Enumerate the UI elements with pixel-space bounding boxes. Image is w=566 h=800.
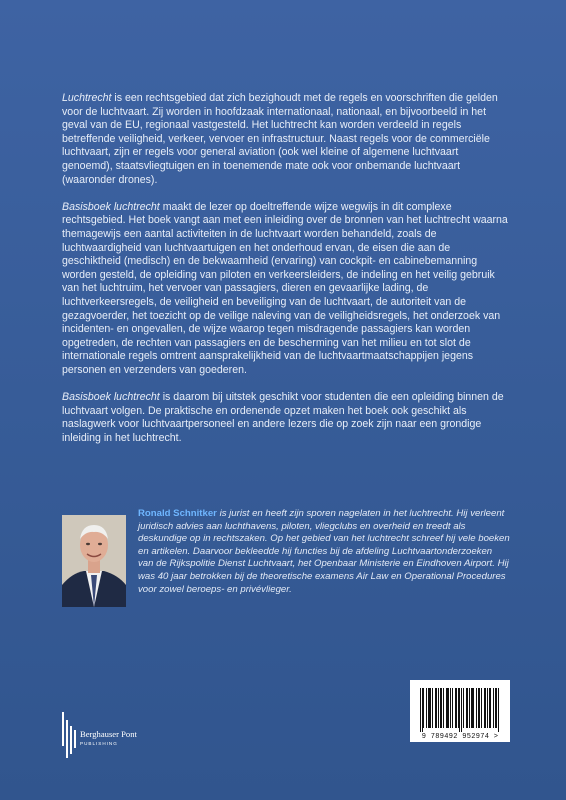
barcode-bar (473, 688, 474, 728)
barcode-bar (450, 688, 451, 728)
barcode-bar (476, 688, 477, 728)
blurb-paragraph-3 (62, 391, 510, 445)
barcode-bar (467, 688, 468, 728)
publisher-logo (60, 708, 180, 763)
blurb-paragraph-1 (62, 92, 510, 187)
author-bio-text: is jurist en heeft zijn sporen nagelaten in het luchtrecht. Hij verleent juridisch advies aan luchthavens, piloten, vliegclubs en overheid en treedt als deskundige op in rechtszaken. Op het gebied van het luchtrecht schreef hij vele boeken en artikelen. Daarvoor bekleedde hij functies bij de afdeling Luchtvaartonderzoeken van de Rijkspolitie Dienst Luchtvaart, het Openbaar Ministerie en Eindhoven Airport. Hij was 40 jaar betrokken bij de theoretische examens Air Law en Operational Procedures voor zowel beroeps- en privévlieger. (138, 508, 510, 595)
barcode-bar (493, 688, 494, 728)
barcode-bar (443, 688, 444, 728)
author-section (62, 508, 510, 618)
barcode-bar (456, 688, 457, 728)
barcode-bar (429, 688, 430, 728)
barcode-bar (438, 688, 439, 728)
barcode-bar (423, 688, 424, 728)
barcode-bar (487, 688, 488, 728)
book-subject-term: Luchtrecht (62, 92, 112, 104)
isbn-number: 9 789492 952974 > (421, 733, 499, 741)
barcode-bar (469, 688, 470, 728)
barcode-bar (458, 688, 459, 728)
barcode-bar (498, 688, 499, 732)
barcode-bar (478, 688, 479, 728)
barcode-bar (426, 688, 427, 728)
blurb-paragraph-2 (62, 201, 510, 378)
barcode-bar (485, 688, 486, 728)
barcode-bar (481, 688, 482, 728)
barcode-bar (446, 688, 447, 728)
barcode-bar (459, 688, 460, 732)
author-name: Ronald Schnitker (138, 508, 217, 519)
barcode-bar (435, 688, 436, 728)
barcode-bar (428, 688, 429, 728)
publisher-mark-icon (60, 712, 78, 758)
barcode-bar (452, 688, 453, 728)
barcode-bar (496, 688, 497, 728)
isbn-barcode (410, 680, 510, 742)
barcode-bar (479, 688, 480, 728)
barcode-bar (495, 688, 496, 728)
barcode-bar (420, 688, 421, 732)
barcode-bar (472, 688, 473, 728)
barcode-bar (489, 688, 490, 728)
barcode-bar (490, 688, 491, 728)
barcode-bar (432, 688, 433, 728)
book-title-mention: Basisboek luchtrecht (62, 391, 160, 404)
barcode-bar (447, 688, 448, 728)
barcode-bar (484, 688, 485, 728)
author-photo (62, 515, 126, 607)
barcode-bar (430, 688, 431, 728)
blurb-paragraph-1-text: is een rechtsgebied dat zich bezighoudt met de regels en voorschriften die gelden voor de luchtvaart. Zij worden in hoofdzaak internationaal, nationaal, en bijvoorbeeld in het geval van de EU, regionaal vastgesteld. Het luchtrecht kan worden verdeeld in regels betreffende veiligheid, verkeer, vervoer en infrastructuur. Naast regels voor de commerciële luchtvaart, zijn er regels voor general aviation (ook wel kleine of algemene luchtvaart genoemd), staatsvliegtuigen en in toenemende mate ook voor onbemande luchtvaart (waaronder drones). (62, 92, 498, 186)
publisher-subtitle: PUBLISHING (80, 741, 118, 746)
author-bio (138, 508, 510, 596)
barcode-bars-icon (420, 688, 500, 732)
publisher-name: Berghauser Pont (80, 729, 137, 739)
barcode-bar (422, 688, 423, 732)
blurb-paragraph-3-text: is daarom bij uitstek geschikt voor studenten die een opleiding binnen de luchtvaart volgen. De praktische en ordenende opzet maken het boek ook geschikt als naslagwerk voor luchtvaartpersoneel en andere lezers die op zoek zijn naar een grondige inleiding in het luchtrecht. (62, 391, 504, 444)
author-portrait-image (62, 515, 126, 607)
barcode-bar (448, 688, 449, 728)
barcode-bar (463, 688, 464, 728)
barcode-bar (461, 688, 462, 732)
barcode-bar (466, 688, 467, 728)
barcode-bar (436, 688, 437, 728)
blurb-paragraph-2-text: maakt de lezer op doeltreffende wijze wegwijs in dit complexe rechtsgebied. Het boek vangt aan met een inleiding over de bronnen van het luchtrecht waarna themagewijs een aantal activiteiten in de luchtvaart worden behandeld, zoals de luchtwaardigheid van luchtvaartuigen en het onderhoud ervan, de eisen die aan de geschiktheid (medisch) en de bekwaamheid (ervaring) van cockpit- en cabinebemanning worden gesteld, de opleiding van piloten en verkeersleiders, de indeling en het veilig gebruik van het luchtruim, het vervoer van passagiers, dieren en gevaarlijke lading, de luchtverkeersregels, de veiligheid en beveiliging van de luchtvaart, de autoriteit van de gezagvoerder, het toezicht op de veilige naleving van de veiligheidsregels, het onderzoek van incidenten- en ongevallen, de wijze waarop tegen misdragende passagiers kan worden opgetreden, de rechten van passagiers en de bescherming van het milieu en tot slot de internationale regels omtrent aansprakelijkheid van de luchtvaartmaatschappijen jegens personen en verzenders van goederen. (62, 200, 508, 376)
barcode-bar (471, 688, 472, 728)
barcode-bar (455, 688, 456, 728)
book-title-mention: Basisboek luchtrecht (62, 200, 160, 213)
back-cover-blurb (62, 92, 510, 459)
barcode-bar (440, 688, 441, 728)
barcode-bar (441, 688, 442, 728)
